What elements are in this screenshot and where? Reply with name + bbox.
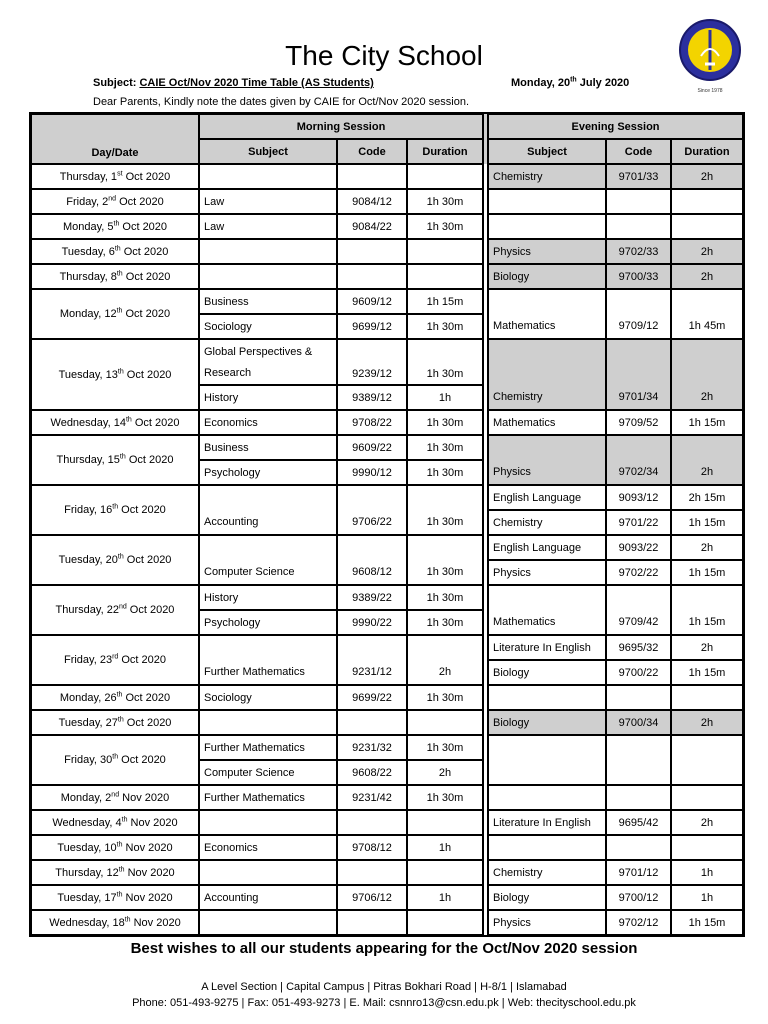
day-suffix: nd — [118, 603, 127, 611]
table-row — [31, 835, 743, 860]
morning-subject: Accounting — [199, 885, 337, 910]
day-date-cell — [31, 735, 199, 785]
morning-duration: 1h 30m — [407, 735, 483, 760]
morning-duration: 1h 30m — [407, 339, 483, 385]
timetable — [29, 112, 745, 937]
day-date-cell — [31, 535, 199, 585]
table-row — [31, 535, 743, 560]
day-date-cell — [31, 885, 199, 910]
day-text: Tuesday, 10 — [57, 841, 117, 854]
table-row — [31, 860, 743, 885]
evening-duration: 2h — [671, 710, 743, 735]
morning-duration: 1h — [407, 385, 483, 410]
evening-subject: Physics — [488, 239, 606, 264]
evening-duration: 2h — [671, 535, 743, 560]
morning-subject: Further Mathematics — [199, 735, 337, 760]
day-date-cell — [31, 214, 199, 239]
morning-duration — [407, 860, 483, 885]
day-suffix: th — [114, 244, 121, 252]
table-row — [31, 685, 743, 710]
day-text: Tuesday, 20 — [58, 554, 118, 566]
day-date-cell — [31, 485, 199, 535]
morning-code: 9699/12 — [337, 314, 407, 339]
table-row — [31, 735, 743, 760]
table-row — [31, 239, 743, 264]
morning-duration: 1h — [407, 885, 483, 910]
table-row — [31, 910, 743, 935]
evening-duration: 2h — [671, 264, 743, 289]
morning-code: 9706/22 — [337, 485, 407, 535]
school-logo — [677, 16, 743, 96]
day-text: Tuesday, 6 — [61, 245, 115, 258]
month-text: Oct 2020 — [122, 170, 171, 183]
day-text: Monday, 12 — [59, 308, 117, 320]
day-text: Thursday, 22 — [55, 604, 119, 616]
subject-line-2: Research — [204, 367, 252, 379]
evening-code: 9695/32 — [606, 635, 671, 660]
date-rest: July 2020 — [576, 77, 630, 89]
morning-subject — [199, 860, 337, 885]
morning-duration: 1h 30m — [407, 314, 483, 339]
table-row — [31, 435, 743, 460]
evening-subject: Chemistry — [488, 510, 606, 535]
day-date-cell — [31, 289, 199, 339]
month-text: Oct 2020 — [122, 691, 171, 704]
evening-subject — [488, 735, 606, 785]
subject-prefix: Subject: — [93, 77, 140, 89]
day-text: Wednesday, 4 — [52, 816, 122, 829]
day-suffix: th — [113, 219, 120, 227]
morning-subject: Business — [199, 435, 337, 460]
evening-duration: 1h 15m — [671, 410, 743, 435]
day-text: Tuesday, 13 — [58, 368, 118, 381]
table-row — [31, 785, 743, 810]
evening-code: 9093/22 — [606, 535, 671, 560]
day-text: Wednesday, 18 — [49, 916, 125, 929]
evening-subject — [488, 835, 606, 860]
morning-duration: 1h 30m — [407, 535, 483, 585]
morning-code: 9389/12 — [337, 385, 407, 410]
morning-code — [337, 860, 407, 885]
evening-duration: 2h 15m — [671, 485, 743, 510]
table-row — [31, 885, 743, 910]
document-date — [511, 77, 629, 89]
month-text: Nov 2020 — [130, 916, 181, 929]
date-suffix: th — [570, 76, 577, 84]
evening-subject: Biology — [488, 660, 606, 685]
day-text: Thursday, 12 — [55, 866, 119, 879]
evening-duration: 1h 15m — [671, 910, 743, 935]
evening-code: 9700/12 — [606, 885, 671, 910]
date-day: Monday, 20 — [511, 77, 571, 89]
month-text: Nov 2020 — [127, 816, 178, 829]
day-date-cell — [31, 685, 199, 710]
day-text: Friday, 23 — [63, 654, 113, 666]
morning-code: 9699/22 — [337, 685, 407, 710]
day-date-cell — [31, 785, 199, 810]
footer-address: A Level Section | Capital Campus | Pitras Bokhari Road | H-8/1 | Islamabad — [201, 981, 567, 993]
day-suffix: st — [117, 169, 123, 177]
evening-duration: 1h 45m — [671, 289, 743, 339]
table-row — [31, 164, 743, 189]
morning-code: 9239/12 — [337, 339, 407, 385]
day-suffix: th — [118, 865, 125, 873]
morning-subject: Psychology — [199, 460, 337, 485]
day-suffix: th — [116, 890, 123, 898]
morning-duration — [407, 164, 483, 189]
morning-duration — [407, 710, 483, 735]
evening-subject: Literature In English — [488, 810, 606, 835]
month-text: Oct 2020 — [125, 454, 174, 466]
day-date-cell — [31, 710, 199, 735]
month-text: Oct 2020 — [120, 245, 169, 258]
evening-code: 9701/22 — [606, 510, 671, 535]
evening-duration: 1h 15m — [671, 510, 743, 535]
day-suffix: th — [112, 753, 119, 761]
school-name: The City School — [285, 40, 483, 71]
day-suffix: th — [112, 503, 119, 511]
morning-subject: Psychology — [199, 610, 337, 635]
morning-duration: 1h 30m — [407, 785, 483, 810]
month-text: Oct 2020 — [122, 270, 171, 283]
day-suffix: rd — [112, 653, 119, 661]
table-row — [31, 289, 743, 314]
morning-subject: History — [199, 385, 337, 410]
day-suffix: th — [117, 715, 124, 723]
morning-subject — [199, 810, 337, 835]
day-suffix: th — [116, 307, 123, 315]
morning-subject: Business — [199, 289, 337, 314]
month-text: Oct 2020 — [123, 716, 172, 729]
day-text: Tuesday, 17 — [57, 891, 117, 904]
day-suffix: th — [125, 415, 132, 423]
morning-subject — [199, 264, 337, 289]
day-date-cell — [31, 164, 199, 189]
evening-subject — [488, 785, 606, 810]
day-suffix: th — [124, 915, 131, 923]
morning-duration: 1h 30m — [407, 435, 483, 460]
header-evening-code: Code — [606, 139, 671, 164]
evening-duration: 2h — [671, 635, 743, 660]
evening-subject: Biology — [488, 710, 606, 735]
evening-code: 9701/33 — [606, 164, 671, 189]
evening-subject: Physics — [488, 560, 606, 585]
header-evening-subject: Subject — [488, 139, 606, 164]
table-row — [31, 635, 743, 660]
evening-subject: Chemistry — [488, 164, 606, 189]
header-evening-duration: Duration — [671, 139, 743, 164]
day-suffix: nd — [108, 194, 117, 202]
morning-duration: 1h 30m — [407, 610, 483, 635]
evening-code: 9093/12 — [606, 485, 671, 510]
day-suffix: th — [116, 690, 123, 698]
evening-duration — [671, 189, 743, 214]
morning-subject — [199, 239, 337, 264]
day-suffix: th — [116, 840, 123, 848]
morning-duration: 1h 30m — [407, 214, 483, 239]
morning-code — [337, 810, 407, 835]
morning-code: 9990/22 — [337, 610, 407, 635]
day-date-cell — [31, 239, 199, 264]
header-evening-session: Evening Session — [488, 114, 743, 139]
evening-code: 9700/22 — [606, 660, 671, 685]
day-suffix: nd — [111, 790, 120, 798]
morning-duration: 1h 30m — [407, 189, 483, 214]
day-date-cell — [31, 585, 199, 635]
morning-subject: Economics — [199, 410, 337, 435]
evening-subject: Physics — [488, 910, 606, 935]
morning-duration — [407, 264, 483, 289]
morning-duration — [407, 810, 483, 835]
evening-code: 9700/33 — [606, 264, 671, 289]
evening-duration — [671, 685, 743, 710]
evening-subject — [488, 685, 606, 710]
morning-duration: 1h — [407, 835, 483, 860]
table-row — [31, 189, 743, 214]
morning-subject: Economics — [199, 835, 337, 860]
evening-subject — [488, 189, 606, 214]
evening-code — [606, 685, 671, 710]
month-text: Nov 2020 — [119, 791, 170, 804]
day-date-cell — [31, 860, 199, 885]
day-text: Friday, 16 — [64, 504, 113, 516]
month-text: Oct 2020 — [119, 220, 168, 233]
table-row — [31, 485, 743, 510]
evening-subject: Biology — [488, 885, 606, 910]
evening-duration: 2h — [671, 810, 743, 835]
month-text: Nov 2020 — [124, 866, 175, 879]
day-date-cell — [31, 264, 199, 289]
subject-line — [93, 77, 374, 89]
morning-code: 9231/42 — [337, 785, 407, 810]
day-date-cell — [31, 410, 199, 435]
month-text: Oct 2020 — [123, 368, 172, 381]
morning-duration: 1h 30m — [407, 485, 483, 535]
morning-code — [337, 239, 407, 264]
morning-duration: 1h 30m — [407, 460, 483, 485]
morning-code: 9231/32 — [337, 735, 407, 760]
month-text: Oct 2020 — [123, 554, 172, 566]
header-morning-subject: Subject — [199, 139, 337, 164]
evening-code: 9695/42 — [606, 810, 671, 835]
morning-code — [337, 164, 407, 189]
morning-subject: Sociology — [199, 685, 337, 710]
table-row — [31, 585, 743, 610]
evening-duration — [671, 785, 743, 810]
evening-code: 9709/52 — [606, 410, 671, 435]
morning-subject — [199, 710, 337, 735]
evening-duration — [671, 735, 743, 785]
day-date-cell — [31, 635, 199, 685]
morning-code: 9706/12 — [337, 885, 407, 910]
day-text: Thursday, 15 — [56, 454, 120, 466]
table-row — [31, 264, 743, 289]
day-text: Friday, 2 — [66, 195, 109, 208]
timetable-body — [31, 164, 743, 935]
evening-subject: English Language — [488, 535, 606, 560]
evening-subject: Mathematics — [488, 585, 606, 635]
morning-code: 9084/22 — [337, 214, 407, 239]
evening-code — [606, 835, 671, 860]
logo-since-text: Since 1978 — [697, 88, 723, 94]
morning-code: 9608/12 — [337, 535, 407, 585]
evening-duration: 2h — [671, 435, 743, 485]
month-text: Oct 2020 — [122, 308, 171, 320]
evening-duration: 1h 15m — [671, 560, 743, 585]
day-suffix: th — [119, 453, 126, 461]
morning-subject — [199, 339, 337, 385]
header-morning-duration: Duration — [407, 139, 483, 164]
month-text: Oct 2020 — [118, 504, 166, 516]
evening-duration — [671, 835, 743, 860]
evening-code — [606, 735, 671, 785]
day-text: Monday, 2 — [60, 791, 112, 804]
evening-code: 9709/12 — [606, 289, 671, 339]
morning-code: 9609/22 — [337, 435, 407, 460]
morning-duration: 1h 15m — [407, 289, 483, 314]
morning-duration: 1h 30m — [407, 685, 483, 710]
evening-duration: 2h — [671, 339, 743, 410]
evening-code — [606, 214, 671, 239]
evening-code: 9701/34 — [606, 339, 671, 410]
footer-contact: Phone: 051-493-9275 | Fax: 051-493-9273 | E. Mail: csnnro13@csn.edu.pk | Web: thecityschool.edu.pk — [132, 997, 636, 1009]
table-row — [31, 339, 743, 385]
morning-duration: 1h 30m — [407, 585, 483, 610]
morning-subject: Further Mathematics — [199, 635, 337, 685]
month-text: Oct 2020 — [126, 604, 175, 616]
table-row — [31, 214, 743, 239]
morning-subject: History — [199, 585, 337, 610]
table-row — [31, 810, 743, 835]
evening-subject: Literature In English — [488, 635, 606, 660]
morning-subject: Computer Science — [199, 760, 337, 785]
evening-subject: Physics — [488, 435, 606, 485]
morning-code: 9389/22 — [337, 585, 407, 610]
month-text: Nov 2020 — [122, 891, 173, 904]
subject-line-1: Global Perspectives & — [204, 346, 313, 358]
morning-code: 9609/12 — [337, 289, 407, 314]
evening-subject — [488, 214, 606, 239]
morning-duration: 2h — [407, 635, 483, 685]
month-text: Oct 2020 — [131, 416, 180, 429]
morning-subject: Law — [199, 189, 337, 214]
day-date-cell — [31, 189, 199, 214]
evening-code: 9702/33 — [606, 239, 671, 264]
header-morning-session: Morning Session — [199, 114, 483, 139]
evening-code: 9700/34 — [606, 710, 671, 735]
day-text: Monday, 5 — [62, 220, 114, 233]
evening-subject: Mathematics — [488, 289, 606, 339]
evening-subject: Biology — [488, 264, 606, 289]
evening-code: 9702/22 — [606, 560, 671, 585]
month-text: Nov 2020 — [122, 841, 173, 854]
morning-code: 9990/12 — [337, 460, 407, 485]
day-text: Tuesday, 27 — [58, 716, 118, 729]
evening-duration: 1h 15m — [671, 585, 743, 635]
evening-code — [606, 189, 671, 214]
morning-subject: Computer Science — [199, 535, 337, 585]
day-text: Friday, 30 — [64, 754, 113, 766]
evening-duration: 2h — [671, 239, 743, 264]
day-text: Wednesday, 14 — [50, 416, 126, 429]
morning-duration — [407, 239, 483, 264]
morning-subject: Accounting — [199, 485, 337, 535]
morning-duration — [407, 910, 483, 935]
day-text: Thursday, 8 — [59, 270, 117, 283]
day-suffix: th — [116, 269, 123, 277]
morning-code: 9708/12 — [337, 835, 407, 860]
evening-code: 9702/34 — [606, 435, 671, 485]
subject-title: CAIE Oct/Nov 2020 Time Table (AS Students) — [139, 77, 374, 89]
morning-code — [337, 710, 407, 735]
day-text: Monday, 26 — [59, 691, 117, 704]
table-row — [31, 710, 743, 735]
header-morning-code: Code — [337, 139, 407, 164]
morning-code: 9084/12 — [337, 189, 407, 214]
evening-code: 9702/12 — [606, 910, 671, 935]
evening-code — [606, 785, 671, 810]
day-suffix: th — [121, 815, 128, 823]
evening-duration: 1h — [671, 885, 743, 910]
header-day-date: Day/Date — [31, 114, 199, 164]
day-date-cell — [31, 835, 199, 860]
day-date-cell — [31, 339, 199, 410]
morning-subject — [199, 910, 337, 935]
evening-subject: English Language — [488, 485, 606, 510]
evening-subject: Chemistry — [488, 860, 606, 885]
day-date-cell — [31, 810, 199, 835]
evening-subject: Chemistry — [488, 339, 606, 410]
evening-duration — [671, 214, 743, 239]
day-date-cell — [31, 435, 199, 485]
morning-code: 9708/22 — [337, 410, 407, 435]
parents-note: Dear Parents, Kindly note the dates given by CAIE for Oct/Nov 2020 session. — [93, 96, 470, 108]
day-suffix: th — [117, 367, 124, 375]
morning-code — [337, 910, 407, 935]
evening-code: 9701/12 — [606, 860, 671, 885]
morning-subject: Law — [199, 214, 337, 239]
morning-subject: Further Mathematics — [199, 785, 337, 810]
day-text: Thursday, 1 — [59, 170, 118, 183]
month-text: Oct 2020 — [116, 195, 164, 208]
month-text: Oct 2020 — [118, 654, 167, 666]
evening-duration: 1h 15m — [671, 660, 743, 685]
morning-subject: Sociology — [199, 314, 337, 339]
morning-code: 9608/22 — [337, 760, 407, 785]
morning-code: 9231/12 — [337, 635, 407, 685]
table-row — [31, 410, 743, 435]
evening-duration: 2h — [671, 164, 743, 189]
day-suffix: th — [117, 553, 124, 561]
morning-code — [337, 264, 407, 289]
day-date-cell — [31, 910, 199, 935]
evening-subject: Mathematics — [488, 410, 606, 435]
morning-subject — [199, 164, 337, 189]
best-wishes: Best wishes to all our students appearing for the Oct/Nov 2020 session — [130, 940, 638, 957]
morning-duration: 2h — [407, 760, 483, 785]
evening-duration: 1h — [671, 860, 743, 885]
morning-duration: 1h 30m — [407, 410, 483, 435]
evening-code: 9709/42 — [606, 585, 671, 635]
month-text: Oct 2020 — [118, 754, 166, 766]
